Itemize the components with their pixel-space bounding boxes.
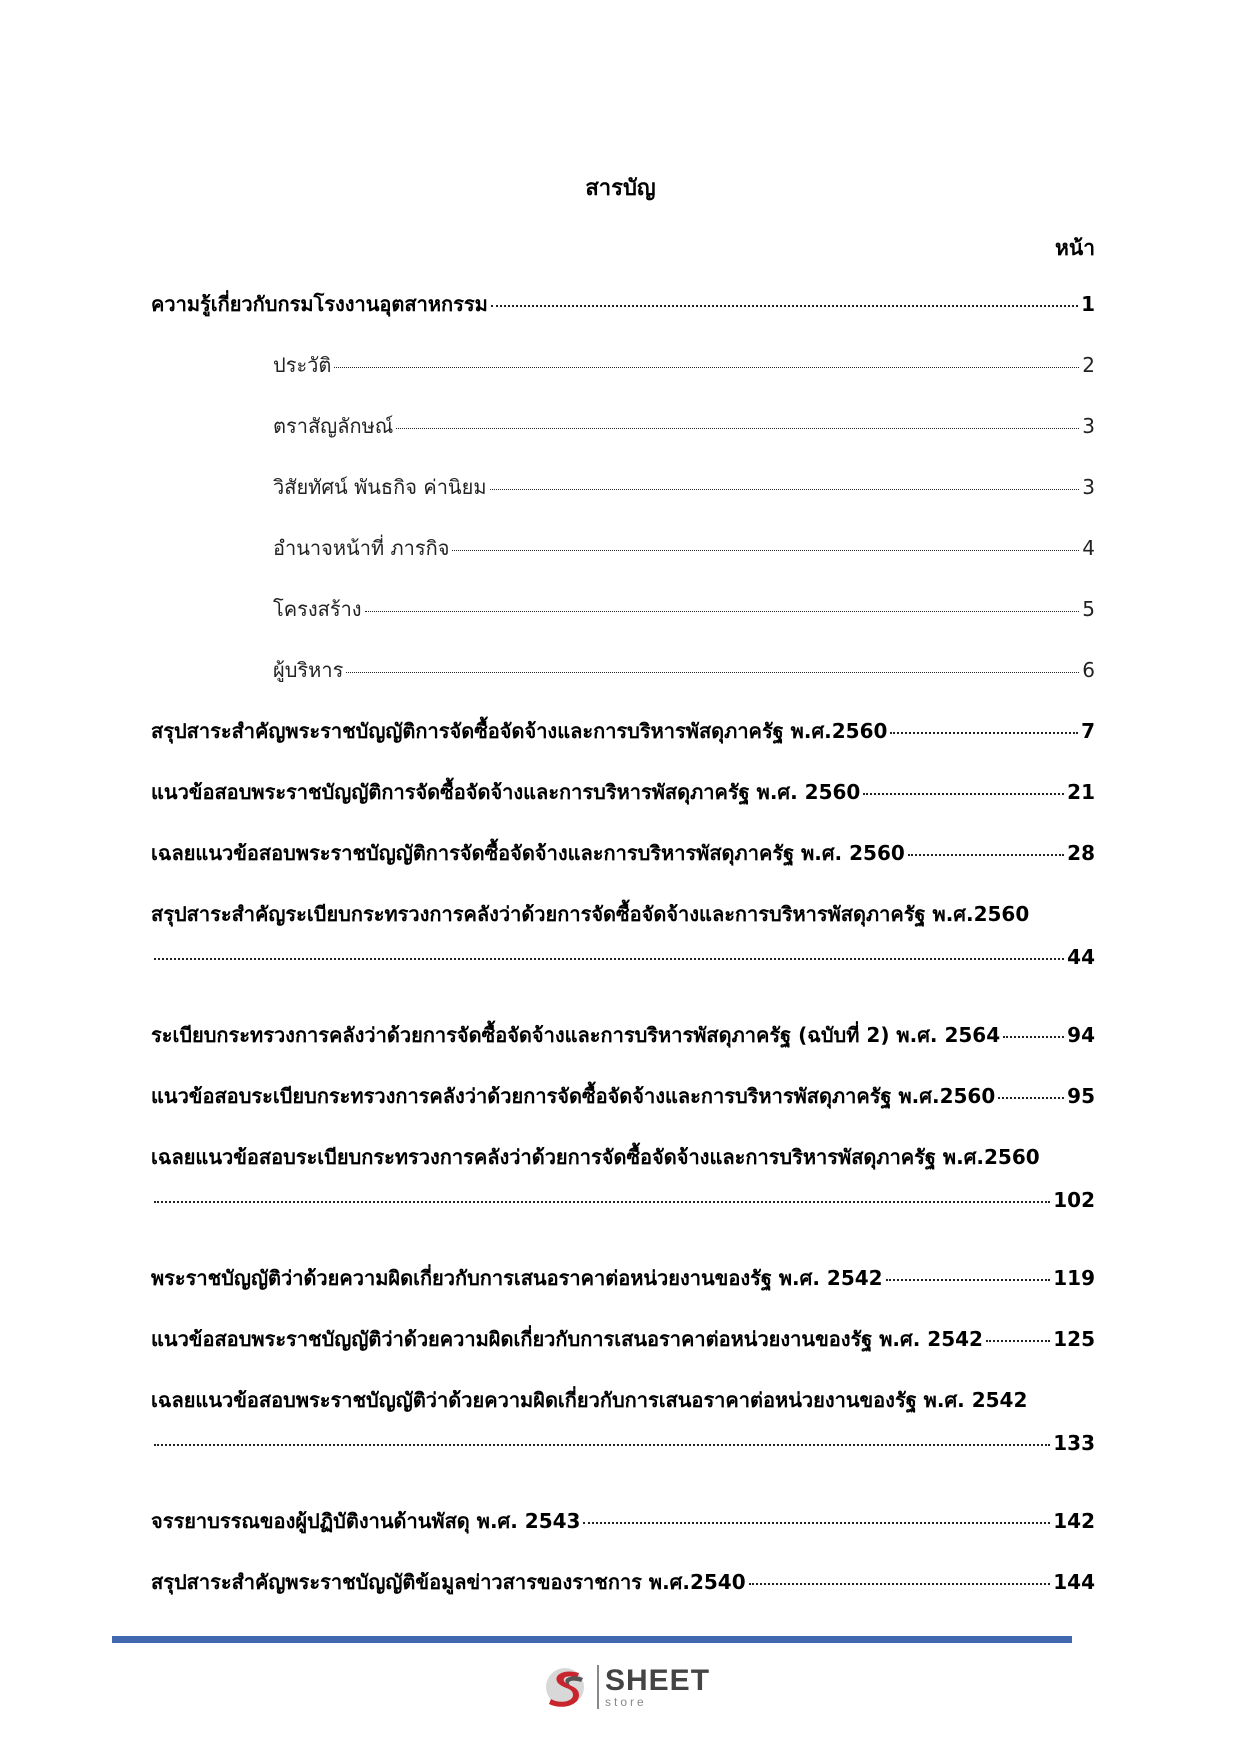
toc-leader-dots	[863, 793, 1064, 795]
footer-divider	[112, 1636, 1072, 1643]
toc-entry	[151, 898, 1095, 1019]
toc-leader-dots	[154, 1444, 1050, 1446]
toc-leader-dots	[154, 958, 1064, 960]
toc-entry-label: ระเบียบกระทรวงการคลังว่าด้วยการจัดซื้อจัดจ้างและการบริหารพัสดุภาครัฐ (ฉบับที่ 2) พ.ศ. 2564	[151, 1023, 1001, 1047]
sheet-store-s-logo-icon	[543, 1664, 593, 1710]
toc-entry	[151, 1505, 1095, 1566]
toc-entry	[151, 1019, 1095, 1080]
toc-entry	[151, 654, 1095, 715]
toc-entry	[151, 288, 1095, 349]
toc-entry	[151, 1323, 1095, 1384]
toc-entry-page: 4	[1082, 536, 1095, 560]
toc-entry-label: ประวัติ	[273, 353, 332, 377]
toc-leader-dots	[491, 305, 1078, 307]
toc-entry-label: สรุปสาระสำคัญพระราชบัญญัติข้อมูลข่าวสารของราชการ พ.ศ.2540	[151, 1570, 746, 1594]
toc-leader-dots	[583, 1522, 1050, 1524]
toc-entry-label: แนวข้อสอบพระราชบัญญัติการจัดซื้อจัดจ้างและการบริหารพัสดุภาครัฐ พ.ศ. 2560	[151, 780, 861, 804]
toc-entry-label: วิสัยทัศน์ พันธกิจ ค่านิยม	[273, 475, 487, 499]
toc-entry-page: 94	[1067, 1023, 1095, 1047]
toc-entry-label: เฉลยแนวข้อสอบพระราชบัญญัติการจัดซื้อจัดจ้างและการบริหารพัสดุภาครัฐ พ.ศ. 2560	[151, 841, 905, 865]
toc-entry-page: 102	[1053, 1188, 1095, 1212]
toc-entry-page: 7	[1081, 719, 1095, 743]
toc-entry-page: 133	[1053, 1431, 1095, 1455]
logo-divider	[597, 1665, 599, 1709]
toc-entry-label: ความรู้เกี่ยวกับกรมโรงงานอุตสาหกรรม	[151, 292, 488, 316]
toc-leader-dots	[334, 367, 1079, 368]
toc-entry	[151, 471, 1095, 532]
toc-entry-page: 6	[1082, 658, 1095, 682]
toc-leader-dots	[365, 611, 1080, 612]
toc-entry-page: 2	[1082, 353, 1095, 377]
logo-text: SHEET	[605, 1664, 711, 1697]
toc-entry	[151, 1080, 1095, 1141]
toc-entry-label: จรรยาบรรณของผู้ปฏิบัติงานด้านพัสดุ พ.ศ. 2543	[151, 1509, 581, 1533]
toc-entry-label: ผู้บริหาร	[273, 658, 344, 682]
toc-entry-page: 1	[1081, 292, 1095, 316]
toc-entry-label: ตราสัญลักษณ์	[273, 414, 394, 438]
toc-entry-label: โครงสร้าง	[273, 597, 362, 621]
toc-leader-dots	[396, 428, 1079, 429]
toc-entry-label: สรุปสาระสำคัญระเบียบกระทรวงการคลังว่าด้วยการจัดซื้อจัดจ้างและการบริหารพัสดุภาครัฐ พ.ศ.2560	[151, 902, 1030, 926]
toc-entry-label: แนวข้อสอบระเบียบกระทรวงการคลังว่าด้วยการจัดซื้อจัดจ้างและการบริหารพัสดุภาครัฐ พ.ศ.2560	[151, 1084, 996, 1108]
toc-entry-page: 3	[1082, 414, 1095, 438]
toc-entry-page: 21	[1067, 780, 1095, 804]
toc-leader-dots	[154, 1201, 1050, 1203]
toc-entry	[151, 1384, 1095, 1505]
toc-entry-page: 5	[1082, 597, 1095, 621]
toc-entry-page: 95	[1067, 1084, 1095, 1108]
toc-entry	[151, 410, 1095, 471]
toc-leader-dots	[452, 550, 1079, 551]
toc-entry-label: สรุปสาระสำคัญพระราชบัญญัติการจัดซื้อจัดจ้างและการบริหารพัสดุภาครัฐ พ.ศ.2560	[151, 719, 888, 743]
page-column-header: หน้า	[1055, 236, 1095, 260]
toc-leader-dots	[490, 489, 1080, 490]
sheet-store-logo	[543, 1664, 710, 1710]
toc-entry-page: 44	[1067, 945, 1095, 969]
toc-entry-label: แนวข้อสอบพระราชบัญญัติว่าด้วยความผิดเกี่ยวกับการเสนอราคาต่อหน่วยงานของรัฐ พ.ศ. 2542	[151, 1327, 983, 1351]
toc-entry-page: 3	[1082, 475, 1095, 499]
logo-subtext: store	[605, 1695, 647, 1709]
toc-leader-dots	[346, 672, 1079, 673]
toc-entry	[151, 715, 1095, 776]
toc-entry-label: พระราชบัญญัติว่าด้วยความผิดเกี่ยวกับการเสนอราคาต่อหน่วยงานของรัฐ พ.ศ. 2542	[151, 1266, 883, 1290]
toc-entry-label: เฉลยแนวข้อสอบระเบียบกระทรวงการคลังว่าด้วยการจัดซื้อจัดจ้างและการบริหารพัสดุภาครัฐ พ.ศ.2560	[151, 1145, 1040, 1169]
page-title: สารบัญ	[585, 176, 656, 201]
toc-entry	[151, 1262, 1095, 1323]
toc-entry-page: 119	[1053, 1266, 1095, 1290]
toc-entry	[151, 349, 1095, 410]
toc-leader-dots	[1003, 1036, 1064, 1038]
toc-entry	[151, 532, 1095, 593]
toc-leader-dots	[986, 1340, 1050, 1342]
toc-entry	[151, 593, 1095, 654]
toc-entry	[151, 837, 1095, 898]
toc-entry-label: อำนาจหน้าที่ ภารกิจ	[273, 536, 450, 560]
toc-entry-page: 125	[1053, 1327, 1095, 1351]
toc-leader-dots	[998, 1097, 1064, 1099]
toc-entry-label: เฉลยแนวข้อสอบพระราชบัญญัติว่าด้วยความผิดเกี่ยวกับการเสนอราคาต่อหน่วยงานของรัฐ พ.ศ. 2542	[151, 1388, 1028, 1412]
toc-leader-dots	[749, 1583, 1051, 1585]
toc-entry	[151, 776, 1095, 837]
toc-entry	[151, 1141, 1095, 1262]
table-of-contents	[151, 288, 1095, 1627]
toc-entry-page: 142	[1053, 1509, 1095, 1533]
toc-leader-dots	[908, 854, 1064, 856]
toc-leader-dots	[886, 1279, 1051, 1281]
toc-leader-dots	[890, 732, 1078, 734]
toc-entry-page: 28	[1067, 841, 1095, 865]
toc-entry-page: 144	[1053, 1570, 1095, 1594]
toc-entry	[151, 1566, 1095, 1627]
